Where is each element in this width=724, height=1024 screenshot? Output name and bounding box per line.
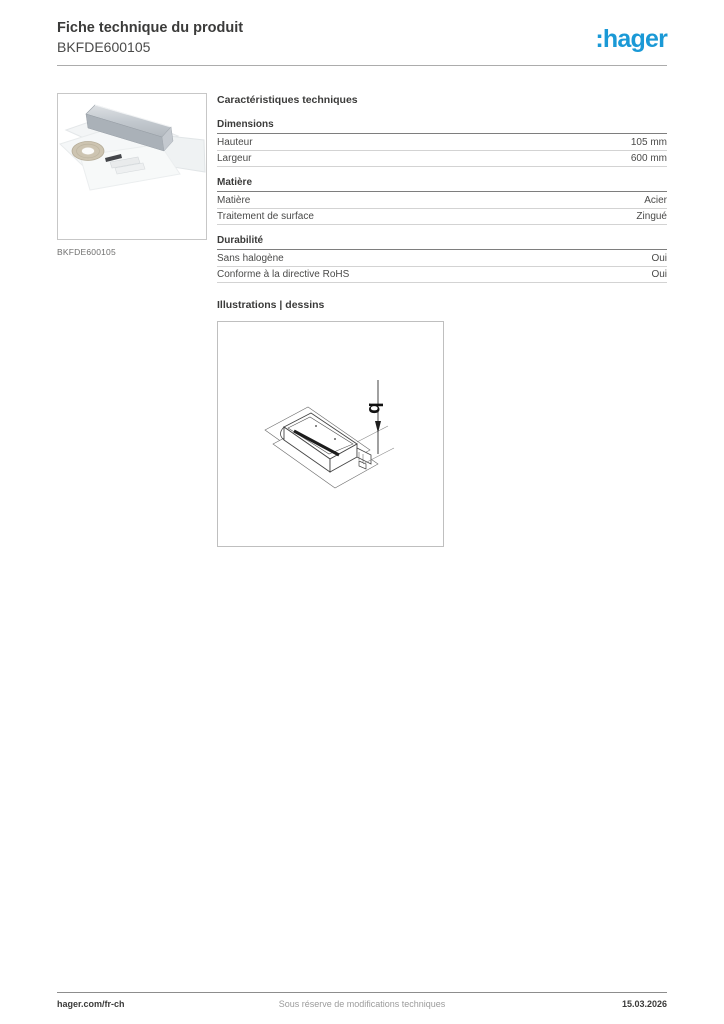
- header: [57, 19, 667, 56]
- footer-website: hager.com/fr-ch: [57, 999, 125, 1009]
- footer: [57, 999, 667, 1013]
- section-dimensions: [217, 119, 667, 167]
- product-photo: [57, 93, 207, 240]
- section-title: Dimensions: [217, 119, 667, 134]
- spec-label: Largeur: [217, 153, 252, 164]
- footer-disclaimer: Sous réserve de modifications techniques: [278, 999, 446, 1009]
- specs-column: [217, 94, 667, 547]
- table-row: [217, 151, 667, 168]
- dimension-label-b: b: [364, 402, 385, 414]
- header-divider: [57, 65, 667, 66]
- header-text: [57, 19, 243, 56]
- technical-drawing: [217, 321, 444, 547]
- hager-logo: :hager: [595, 25, 667, 53]
- spec-value: 600 mm: [630, 153, 667, 164]
- section-title: Durabilité: [217, 235, 667, 250]
- table-row: [217, 134, 667, 151]
- spec-value: Acier: [644, 194, 667, 206]
- spec-value: Zingué: [636, 211, 667, 222]
- spec-label: Conforme à la directive RoHS: [217, 269, 350, 280]
- technical-drawing-image: [218, 322, 443, 546]
- product-photo-image: [58, 94, 206, 239]
- characteristics-title: Caractéristiques techniques: [217, 94, 358, 106]
- page-title: Fiche technique du produit: [57, 20, 244, 36]
- illustrations-title: Illustrations | dessins: [217, 299, 325, 311]
- footer-date: 15.03.2026: [621, 999, 667, 1009]
- spec-value: 105 mm: [630, 136, 667, 148]
- table-row: [217, 267, 667, 284]
- section-matiere: [217, 177, 667, 225]
- table-row: [217, 250, 667, 267]
- section-title: Matière: [217, 177, 667, 192]
- spec-value: Oui: [651, 252, 667, 264]
- table-row: [217, 209, 667, 226]
- footer-divider: [57, 992, 667, 993]
- spec-label: Traitement de surface: [217, 211, 314, 222]
- spec-value: Oui: [651, 269, 667, 280]
- spec-label: Sans halogène: [217, 252, 284, 264]
- table-row: [217, 192, 667, 209]
- spec-label: Hauteur: [217, 136, 253, 148]
- product-reference: BKFDE600105: [57, 39, 151, 56]
- product-photo-column: [57, 93, 207, 257]
- product-photo-caption: BKFDE600105: [57, 247, 116, 257]
- spec-label: Matière: [217, 194, 251, 206]
- section-durabilite: [217, 235, 667, 283]
